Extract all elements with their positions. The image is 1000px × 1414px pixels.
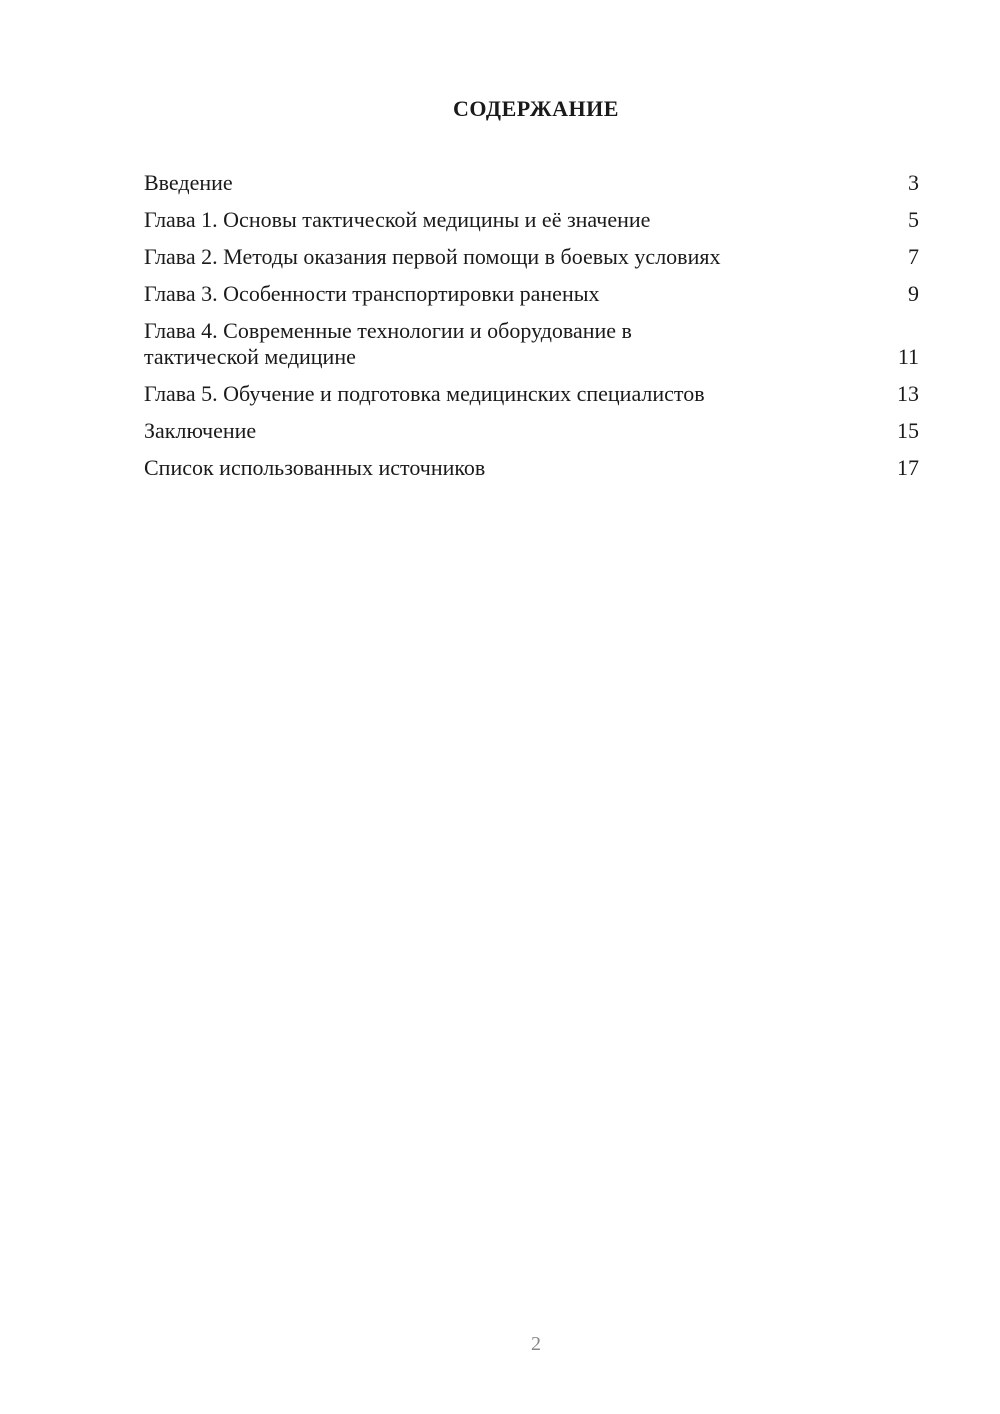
toc-entry-chapter-1: [144, 207, 919, 233]
toc-entry-label: Глава 3. Особенности транспортировки раненых: [144, 281, 600, 306]
toc-entry-chapter-4: [144, 318, 919, 370]
toc-entry-label: Глава 1. Основы тактической медицины и её значение: [144, 207, 651, 232]
toc-entry-page: 17: [897, 455, 919, 480]
table-of-contents: [144, 170, 919, 492]
toc-entry-introduction: [144, 170, 919, 196]
page-number: 2: [531, 1333, 541, 1355]
page-title: СОДЕРЖАНИЕ: [453, 96, 619, 121]
toc-entry-page: 9: [908, 281, 919, 306]
toc-entry-label: Глава 5. Обучение и подготовка медицинских специалистов: [144, 381, 705, 406]
toc-entry-page: 11: [897, 344, 919, 369]
toc-entry-page: 13: [897, 381, 919, 406]
toc-entry-page: 15: [897, 418, 919, 443]
toc-entry-references: [144, 455, 919, 481]
toc-entry-chapter-2: [144, 244, 919, 270]
toc-entry-chapter-5: [144, 381, 919, 407]
toc-entry-chapter-3: [144, 281, 919, 307]
toc-entry-label: Заключение: [144, 418, 257, 443]
toc-entry-label: Введение: [144, 170, 233, 195]
toc-entry-page: 5: [908, 207, 919, 232]
toc-entry-page: 7: [908, 244, 919, 269]
toc-entry-page: 3: [908, 170, 919, 195]
toc-entry-label: Глава 2. Методы оказания первой помощи в боевых условиях: [144, 244, 721, 269]
toc-entry-conclusion: [144, 418, 919, 444]
toc-entry-label: Список использованных источников: [144, 455, 486, 480]
toc-entry-label: Глава 4. Современные технологии и оборудование в тактической медицине: [144, 318, 632, 369]
